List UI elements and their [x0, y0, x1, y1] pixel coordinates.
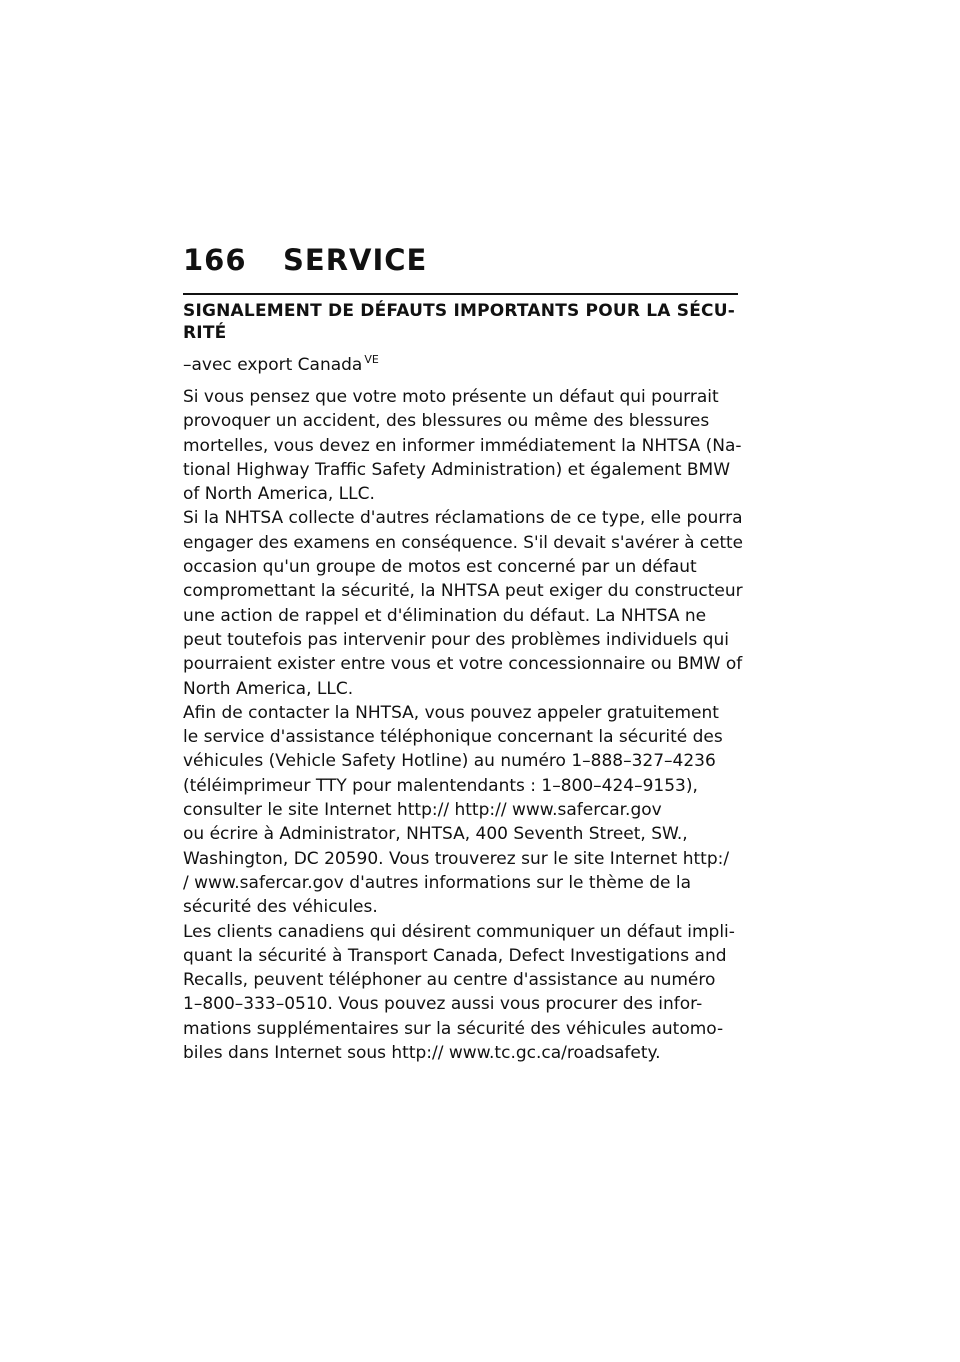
body-line: Si la NHTSA collecte d'autres réclamations de ce type, elle pourra	[183, 508, 743, 529]
body-line: pourraient exister entre vous et votre concessionnaire ou BMW of	[183, 654, 743, 675]
body-line: quant la sécurité à Transport Canada, Defect Investigations and	[183, 945, 727, 966]
article-title-line: RITÉ	[183, 323, 227, 343]
body-line: / www.safercar.gov d'autres informations sur le thème de la	[183, 872, 692, 893]
body-line: 1–800–333–0510. Vous pouvez aussi vous procurer des infor-	[183, 994, 703, 1015]
body-line: compromettant la sécurité, la NHTSA peut exiger du constructeur	[183, 581, 743, 602]
body-line: mations supplémentaires sur la sécurité des véhicules automo-	[183, 1018, 724, 1039]
body-line: biles dans Internet sous http:// www.tc.gc.ca/roadsafety.	[183, 1043, 661, 1064]
body-line: Les clients canadiens qui désirent communiquer un défaut impli-	[183, 921, 735, 942]
body-text	[183, 385, 743, 1065]
body-line: provoquer un accident, des blessures ou même des blessures	[183, 411, 710, 432]
section-title: SERVICE	[283, 243, 428, 277]
article	[183, 300, 743, 1065]
body-line: Si vous pensez que votre moto présente un défaut qui pourrait	[183, 387, 719, 407]
variant-note	[183, 348, 743, 377]
body-line: North America, LLC.	[183, 678, 354, 699]
article-title-line: SIGNALEMENT DE DÉFAUTS IMPORTANTS POUR LA SÉCU-	[183, 301, 735, 321]
body-line: of North America, LLC.	[183, 484, 375, 505]
body-line: mortelles, vous devez en informer immédiatement la NHTSA (Na-	[183, 435, 742, 456]
body-line: Washington, DC 20590. Vous trouverez sur le site Internet http:/	[183, 848, 730, 869]
body-line: engager des examens en conséquence. S'il devait s'avérer à cette	[183, 532, 743, 553]
body-line: peut toutefois pas intervenir pour des problèmes individuels qui	[183, 629, 729, 650]
page-number: 166	[183, 243, 247, 277]
body-line: tional Highway Traffic Safety Administration) et également BMW	[183, 459, 731, 480]
body-line: ou écrire à Administrator, NHTSA, 400 Seventh Street, SW.,	[183, 824, 688, 845]
body-line: véhicules (Vehicle Safety Hotline) au numéro 1–888–327–4236	[183, 751, 716, 772]
body-line: (téléimprimeur TTY pour malentendants : 1–800–424–9153),	[183, 775, 698, 796]
page-header	[183, 240, 738, 280]
variant-code: VE	[364, 353, 379, 366]
body-line: une action de rappel et d'élimination du défaut. La NHTSA ne	[183, 605, 707, 626]
variant-note-text: –avec export Canada	[183, 355, 363, 375]
body-line: occasion qu'un groupe de motos est concerné par un défaut	[183, 557, 697, 578]
body-line: consulter le site Internet http:// http:// www.safercar.gov	[183, 800, 662, 821]
header-rule	[183, 293, 738, 295]
body-line: le service d'assistance téléphonique concernant la sécurité des	[183, 727, 723, 748]
body-line: Recalls, peuvent téléphoner au centre d'assistance au numéro	[183, 970, 716, 991]
body-line: sécurité des véhicules.	[183, 897, 378, 918]
body-line: Afin de contacter la NHTSA, vous pouvez appeler gratuitement	[183, 702, 719, 723]
article-title	[183, 300, 743, 344]
